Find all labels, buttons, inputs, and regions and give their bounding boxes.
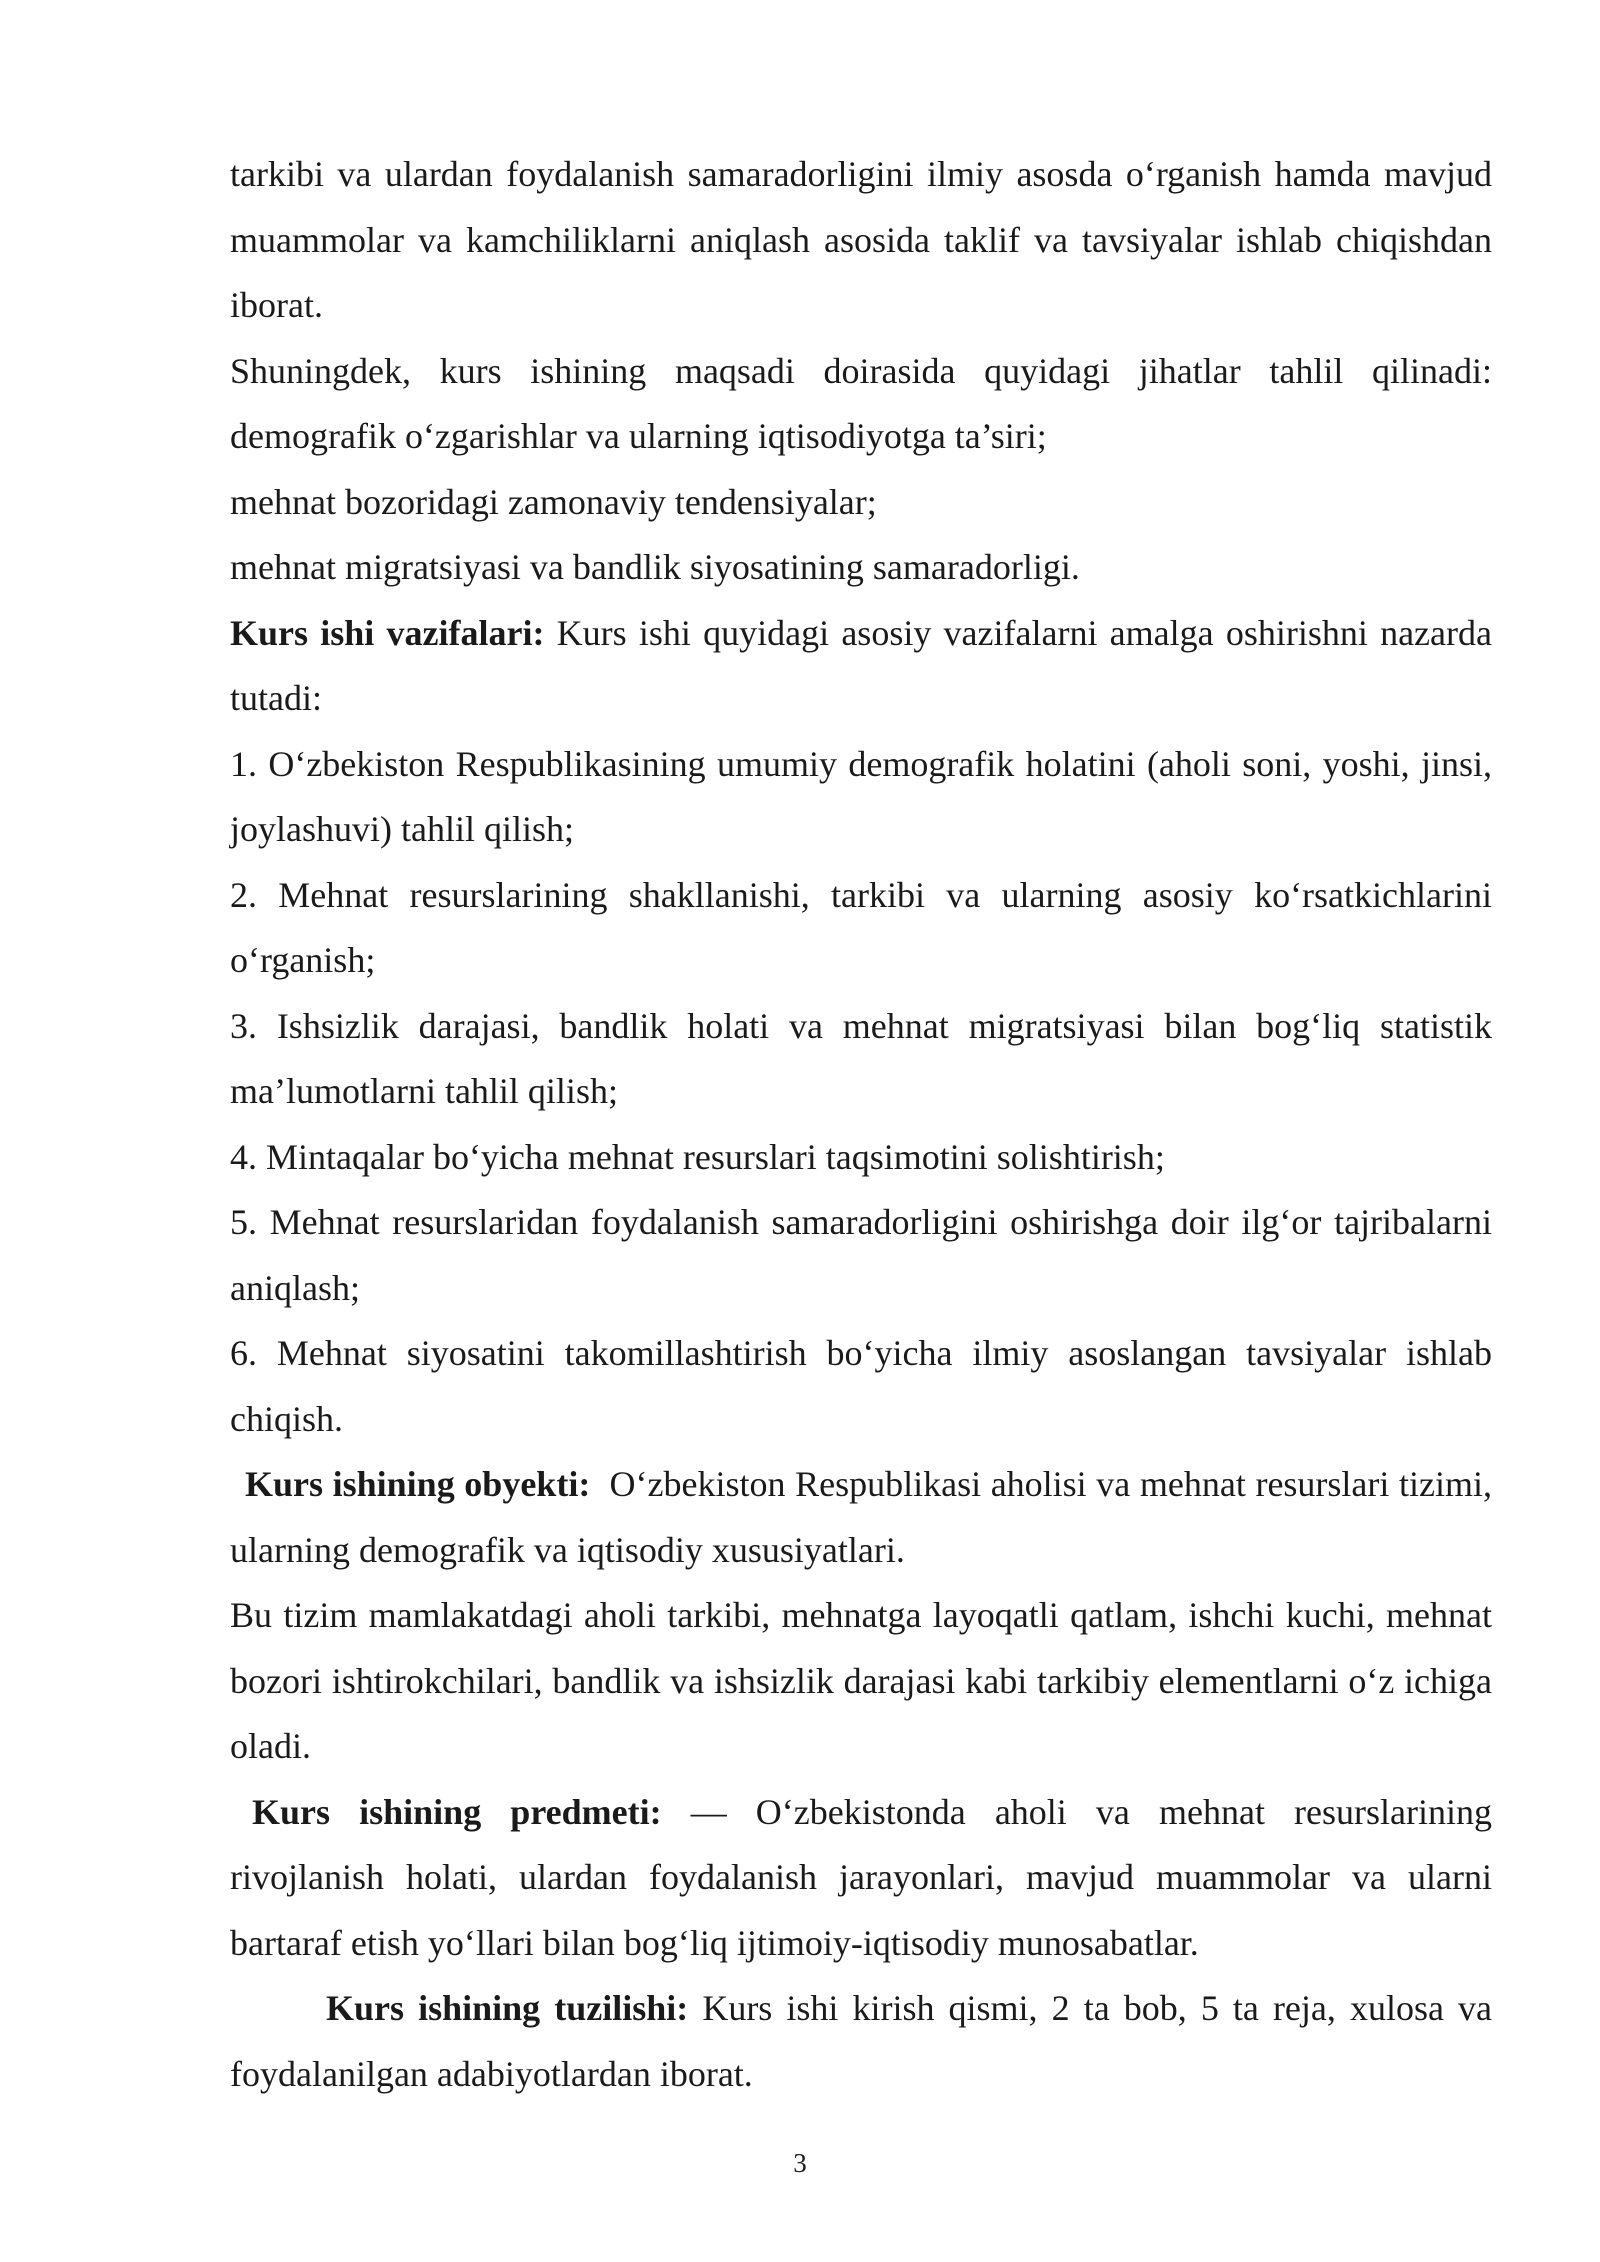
subject-paragraph bbox=[230, 1780, 1492, 1977]
object-paragraph bbox=[230, 1452, 1501, 1583]
object-heading: Kurs ishining obyekti: bbox=[245, 1464, 591, 1504]
task-item: 6. Mehnat siyosatini takomillashtirish bo‘yicha ilmiy asoslangan tavsiyalar ishlab chiqish. bbox=[230, 1333, 1492, 1439]
aspect-item: mehnat migratsiyasi va bandlik siyosatining samaradorligi. bbox=[230, 547, 1080, 587]
structure-heading: Kurs ishining tuzilishi: bbox=[326, 1988, 689, 2028]
task-item: 3. Ishsizlik darajasi, bandlik holati va mehnat migratsiyasi bilan bog‘liq statistik ma’lumotlarni tahlil qilish; bbox=[230, 1005, 1492, 1111]
tasks-paragraph bbox=[230, 601, 1492, 732]
page-number: 3 bbox=[793, 2148, 807, 2178]
subject-heading: Kurs ishining predmeti: bbox=[252, 1791, 662, 1832]
object-text: O‘zbekiston Respublikasi aholisi va mehnat resurslari tizimi, ularning demografik va iqtisodiy xususiyatlari. bbox=[230, 1464, 1501, 1570]
document-body bbox=[230, 142, 1501, 2107]
task-item: 4. Mintaqalar bo‘yicha mehnat resurslari taqsimotini solishtirish; bbox=[230, 1136, 1165, 1177]
aspect-item: demografik o‘zgarishlar va ularning iqtisodiyotga ta’siri; bbox=[230, 416, 1047, 456]
subject-text: — O‘zbekistonda aholi va mehnat resurslarining rivojlanish holati, ulardan foydalanish jarayonlari, mavjud muammolar va ularni bartaraf etish yo‘llari bilan bog‘liq ijtimoiy-iqtisodiy munosabatlar. bbox=[230, 1791, 1492, 1963]
aspect-item: mehnat bozoridagi zamonaviy tendensiyalar; bbox=[230, 481, 877, 522]
tasks-heading: Kurs ishi vazifalari: bbox=[230, 612, 545, 653]
task-item: 1. O‘zbekiston Respublikasining umumiy demografik holatini (aholi soni, yoshi, jinsi, joylashuvi) tahlil qilish; bbox=[230, 743, 1492, 849]
structure-paragraph bbox=[230, 1976, 1492, 2107]
task-item: 2. Mehnat resurslarining shakllanishi, tarkibi va ularning asosiy ko‘rsatkichlarini o‘rganish; bbox=[230, 874, 1492, 980]
structure-text: Kurs ishi kirish qismi, 2 ta bob, 5 ta reja, xulosa va foydalanilgan adabiyotlardan iborat. bbox=[230, 1988, 1492, 2094]
task-item: 5. Mehnat resurslaridan foydalanish samaradorligini oshirishga doir ilg‘or tajribalarni aniqlash; bbox=[230, 1202, 1492, 1308]
object-detail-paragraph: Bu tizim mamlakatdagi aholi tarkibi, mehnatga layoqatli qatlam, ishchi kuchi, mehnat bozori ishtirokchilari, bandlik va ishsizlik darajasi kabi tarkibiy elementlarni o‘z ichiga oladi. bbox=[230, 1595, 1492, 1766]
intro-paragraph: tarkibi va ulardan foydalanish samaradorligini ilmiy asosda o‘rganish hamda mavjud muammolar va kamchiliklarni aniqlash asosida taklif va tavsiyalar ishlab chiqishdan iborat. bbox=[230, 154, 1492, 325]
tasks-intro: Kurs ishi quyidagi asosiy vazifalarni amalga oshirishni nazarda tutadi: bbox=[230, 612, 1492, 718]
aims-intro-paragraph: Shuningdek, kurs ishining maqsadi doirasida quyidagi jihatlar tahlil qilinadi: bbox=[230, 350, 1492, 391]
